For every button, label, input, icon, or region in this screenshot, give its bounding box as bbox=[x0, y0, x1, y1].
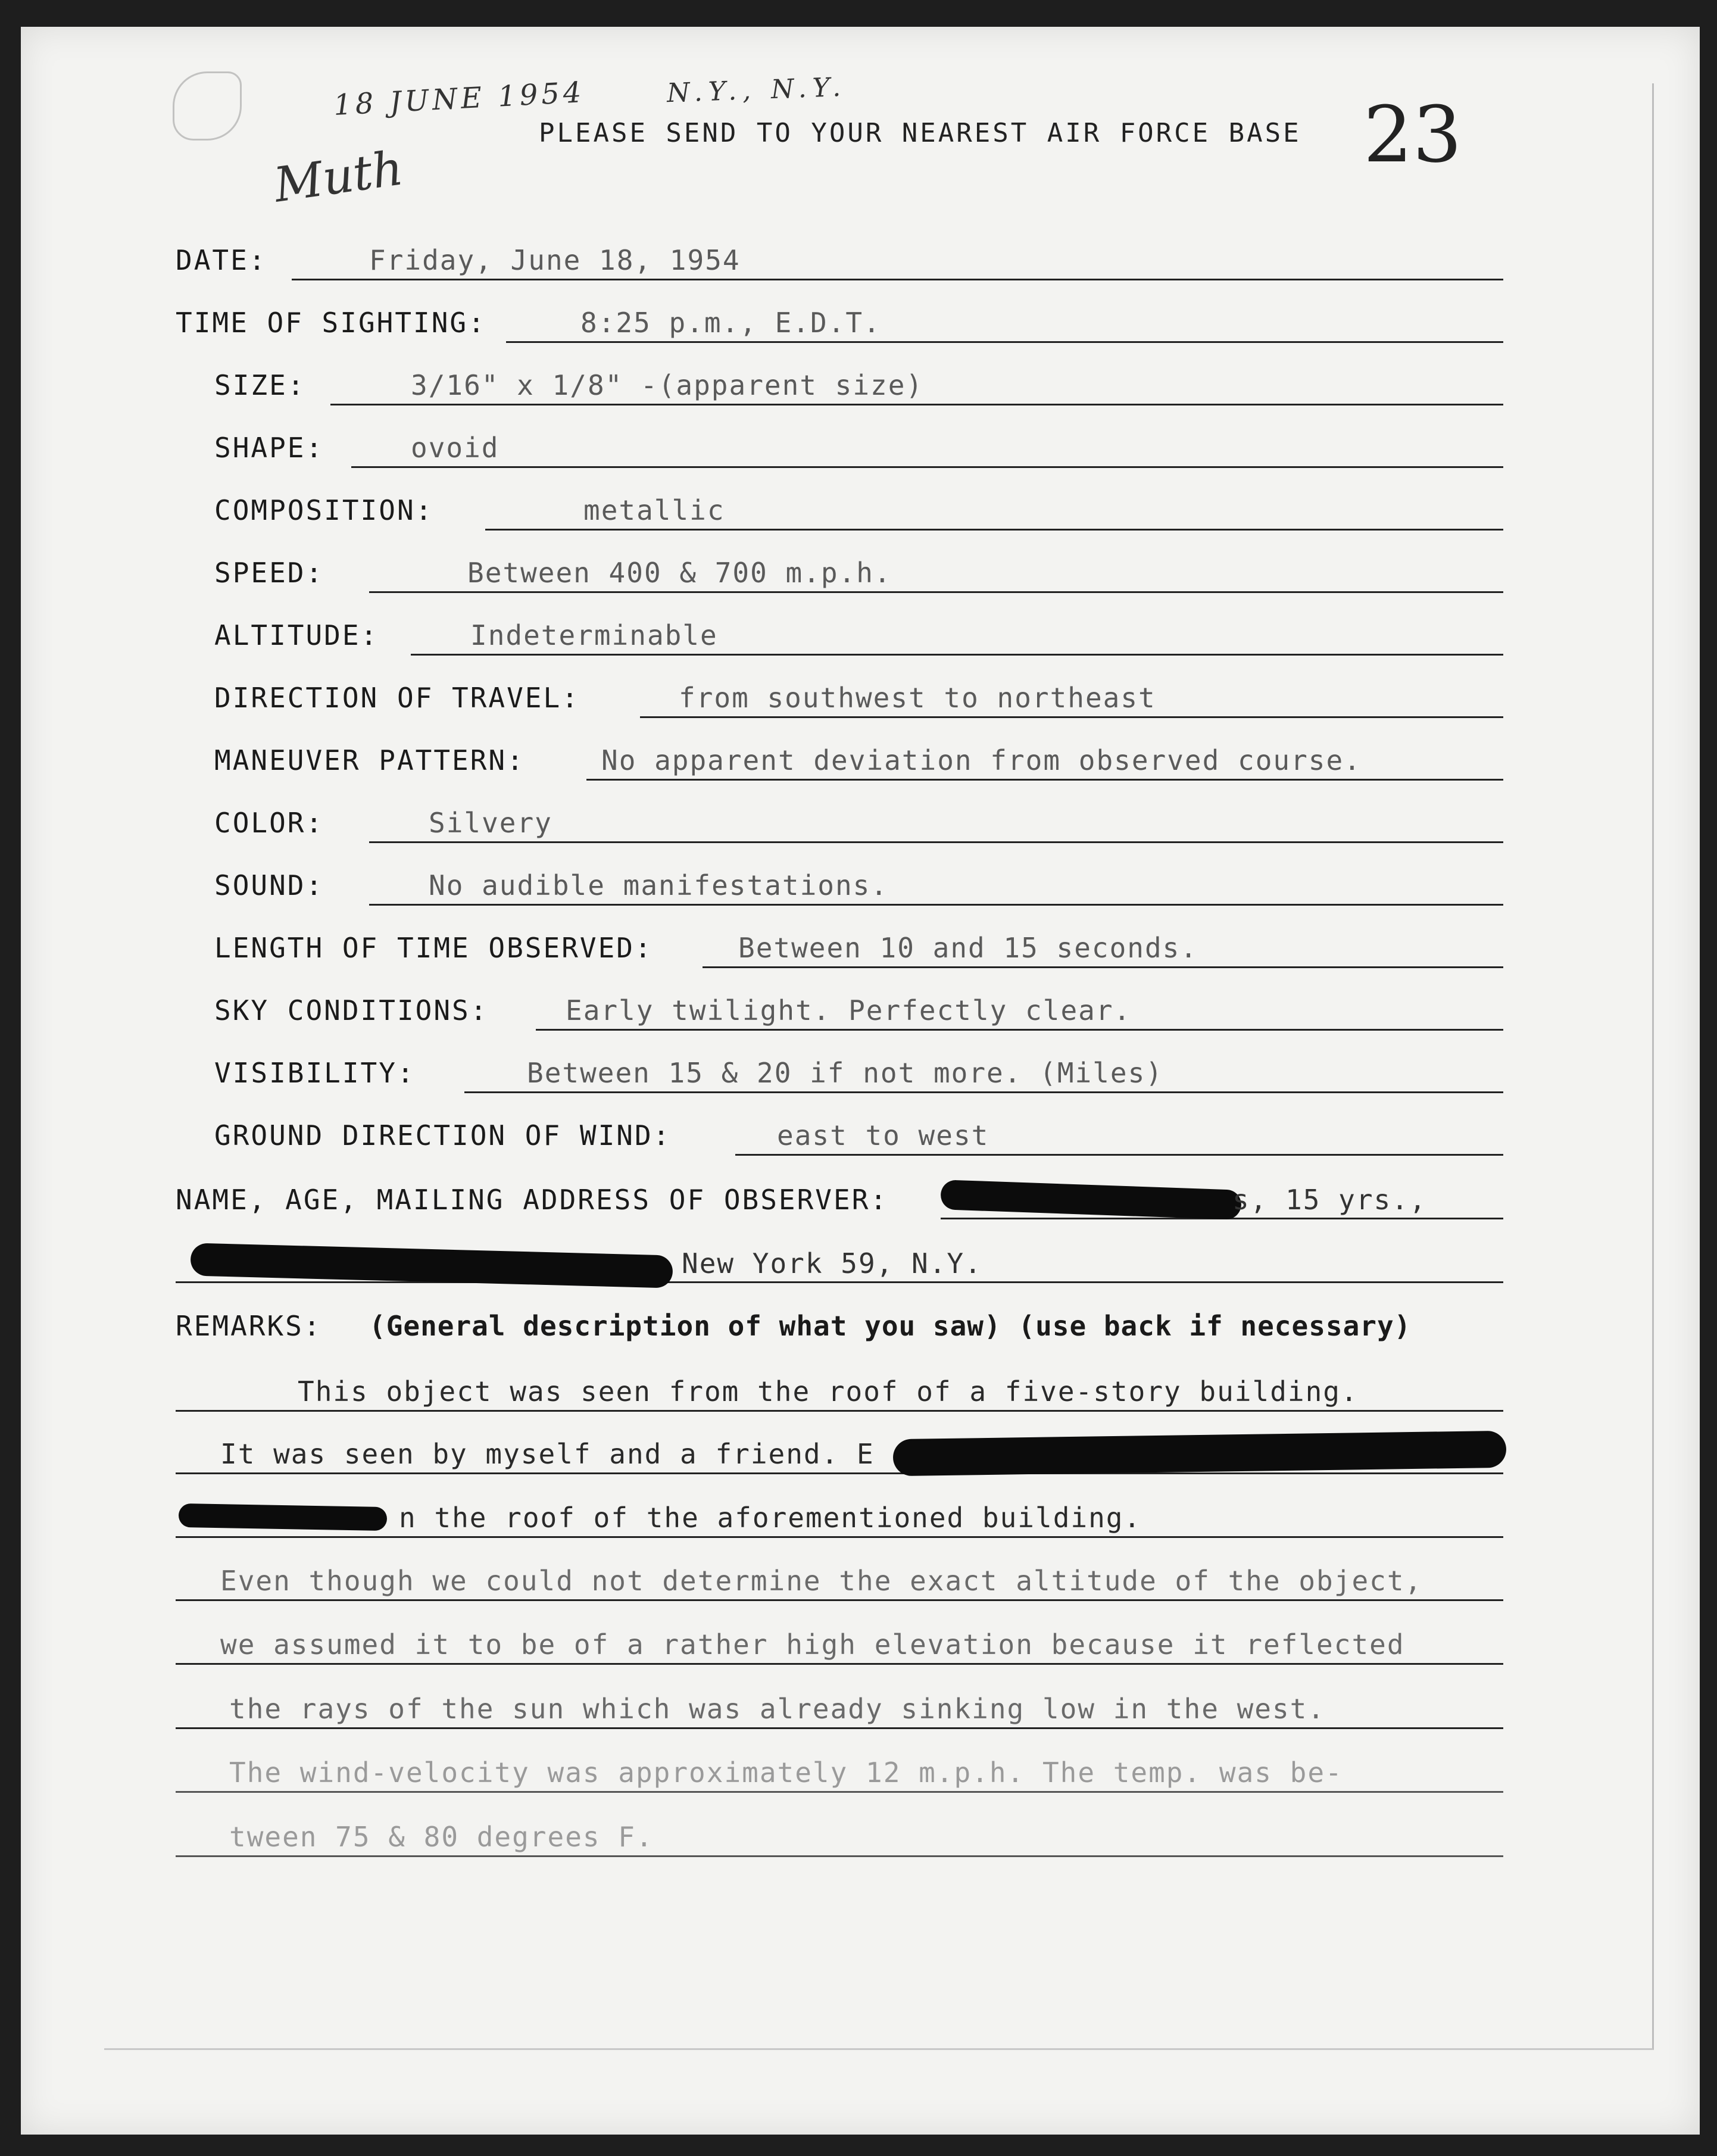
field-label: LENGTH OF TIME OBSERVED: bbox=[214, 932, 653, 964]
hand-note: Muth bbox=[270, 140, 407, 213]
hand-date: 18 JUNE 1954 bbox=[332, 75, 586, 123]
field-value: ovoid bbox=[411, 432, 500, 464]
field-value: metallic bbox=[583, 494, 725, 526]
field-label: SHAPE: bbox=[214, 432, 324, 464]
remarks-underline bbox=[176, 1855, 1503, 1857]
field-label: COLOR: bbox=[214, 807, 324, 839]
field-label: SIZE: bbox=[214, 369, 306, 401]
field-underline bbox=[351, 466, 1503, 468]
field-label: TIME OF SIGHTING: bbox=[176, 307, 486, 339]
remarks-line: n the roof of the aforementioned building. bbox=[399, 1502, 1142, 1534]
remarks-underline bbox=[176, 1727, 1503, 1729]
remarks-line: The wind-velocity was approximately 12 m.p.h. The temp. was be- bbox=[229, 1756, 1343, 1789]
field-value: Early twilight. Perfectly clear. bbox=[566, 994, 1132, 1026]
field-label: COMPOSITION: bbox=[214, 494, 434, 526]
field-label: GROUND DIRECTION OF WIND: bbox=[214, 1119, 672, 1152]
form-title: PLEASE SEND TO YOUR NEAREST AIR FORCE BASE bbox=[539, 118, 1301, 148]
remarks-line: tween 75 & 80 degrees F. bbox=[229, 1821, 654, 1853]
field-underline bbox=[464, 1091, 1503, 1093]
field-label: SPEED: bbox=[214, 557, 324, 589]
observer-value-2: New York 59, N.Y. bbox=[682, 1247, 982, 1280]
remarks-line: we assumed it to be of a rather high elevation because it reflected bbox=[220, 1628, 1405, 1661]
field-value: Friday, June 18, 1954 bbox=[369, 244, 741, 276]
field-underline bbox=[369, 591, 1503, 593]
field-value: 8:25 p.m., E.D.T. bbox=[580, 307, 881, 339]
field-label: DIRECTION OF TRAVEL: bbox=[214, 682, 580, 714]
field-label: MANEUVER PATTERN: bbox=[214, 744, 525, 776]
field-label: SOUND: bbox=[214, 869, 324, 901]
field-value: Between 15 & 20 if not more. (Miles) bbox=[527, 1057, 1163, 1089]
field-underline bbox=[292, 279, 1503, 280]
remarks-line: Even though we could not determine the exact altitude of the object, bbox=[220, 1565, 1423, 1597]
field-underline bbox=[485, 529, 1503, 531]
remarks-underline bbox=[176, 1472, 1503, 1474]
remarks-underline bbox=[176, 1663, 1503, 1665]
field-label: DATE: bbox=[176, 244, 267, 276]
field-value: from southwest to northeast bbox=[679, 682, 1156, 714]
page-number: 23 bbox=[1363, 89, 1462, 180]
field-underline bbox=[640, 716, 1503, 718]
observer-line-2 bbox=[176, 1281, 1503, 1283]
pencil-mark bbox=[173, 71, 242, 141]
remarks-instruction: (General description of what you saw) (use back if necessary) bbox=[369, 1310, 1412, 1342]
field-value: Between 400 & 700 m.p.h. bbox=[467, 557, 892, 589]
field-underline bbox=[330, 404, 1503, 405]
field-underline bbox=[506, 341, 1503, 343]
remarks-underline bbox=[176, 1599, 1503, 1601]
remarks-line: the rays of the sun which was already sinking low in the west. bbox=[229, 1693, 1326, 1725]
field-label: SKY CONDITIONS: bbox=[214, 994, 489, 1026]
field-label: VISIBILITY: bbox=[214, 1057, 416, 1089]
remarks-underline bbox=[176, 1791, 1503, 1793]
field-value: east to west bbox=[777, 1119, 989, 1152]
field-value: 3/16" x 1/8" -(apparent size) bbox=[411, 369, 924, 401]
remarks-line: It was seen by myself and a friend. E bbox=[220, 1438, 875, 1470]
field-underline bbox=[735, 1154, 1503, 1156]
redaction-bar bbox=[179, 1503, 388, 1531]
field-value: Silvery bbox=[429, 807, 552, 839]
remarks-label: REMARKS: bbox=[176, 1310, 322, 1342]
field-underline bbox=[369, 904, 1503, 906]
observer-label: NAME, AGE, MAILING ADDRESS OF OBSERVER: bbox=[176, 1184, 889, 1216]
field-underline bbox=[411, 654, 1503, 656]
field-value: Indeterminable bbox=[470, 619, 718, 651]
remarks-underline bbox=[176, 1536, 1503, 1538]
field-underline bbox=[586, 779, 1503, 781]
field-value: Between 10 and 15 seconds. bbox=[738, 932, 1198, 964]
field-value: No apparent deviation from observed course. bbox=[601, 744, 1362, 776]
field-underline bbox=[703, 966, 1503, 968]
observer-value-1: s, 15 yrs., bbox=[1232, 1184, 1427, 1216]
field-underline bbox=[536, 1029, 1503, 1031]
field-underline bbox=[369, 841, 1503, 843]
remarks-line: This object was seen from the roof of a five-story building. bbox=[298, 1375, 1359, 1408]
hand-location: N.Y., N.Y. bbox=[666, 71, 847, 109]
remarks-underline bbox=[176, 1410, 1503, 1412]
field-label: ALTITUDE: bbox=[214, 619, 379, 651]
field-value: No audible manifestations. bbox=[429, 869, 889, 901]
